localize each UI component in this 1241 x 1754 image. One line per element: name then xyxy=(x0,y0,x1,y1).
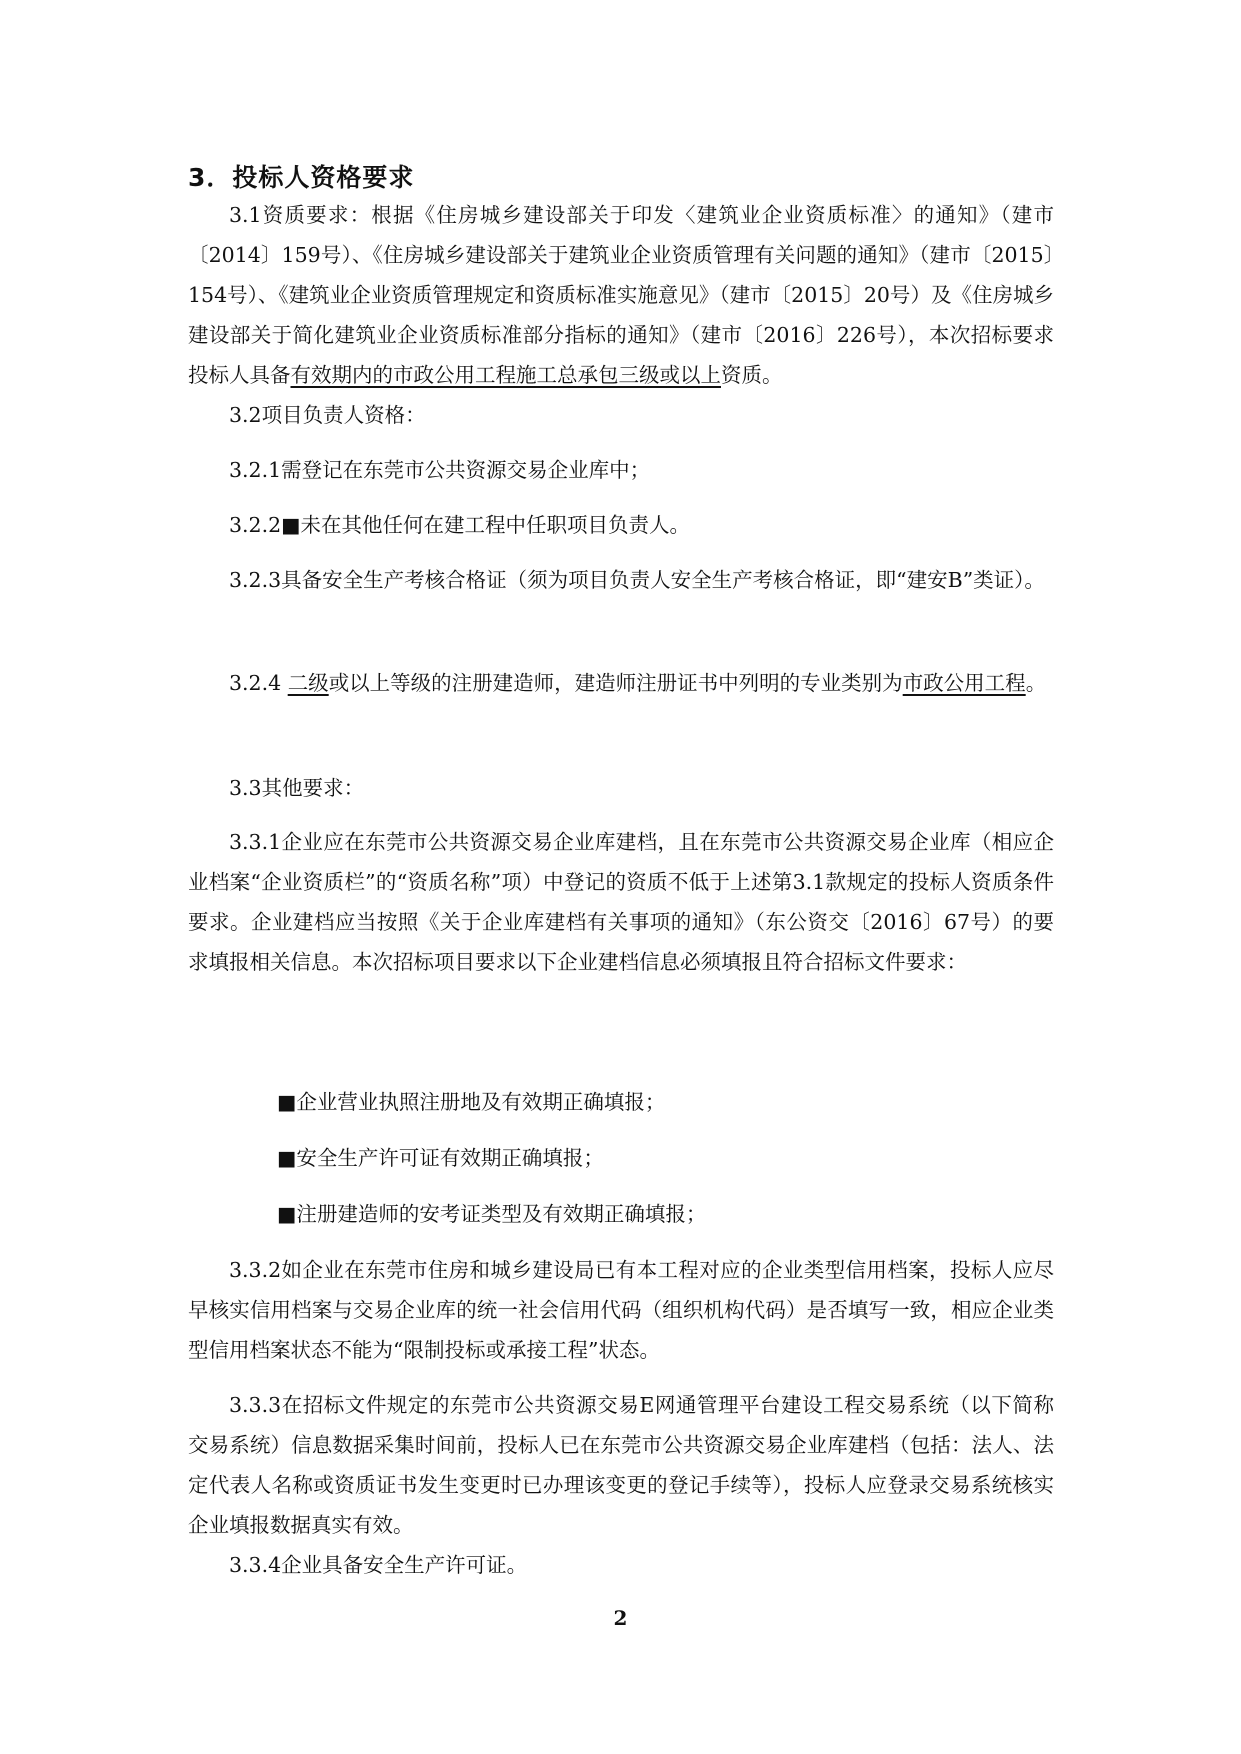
list-item: ■企业营业执照注册地及有效期正确填报； xyxy=(277,1090,666,1114)
paragraph-3-3-3: 3.3.3在招标文件规定的东莞市公共资源交易E网通管理平台建设工程交易系统（以下简称交易系统）信息数据采集时间前，投标人已在东莞市公共资源交易企业库建档（包括：法人、法定代表人名称或资质证书发生变更时已办理该变更的登记手续等），投标人应登录交易系统核实企业填报数据真实有效。 xyxy=(188,1393,1054,1537)
paragraph-3-3: 3.3其他要求： xyxy=(229,776,365,800)
paragraph-3-2-4-tail: 。 xyxy=(1025,671,1047,695)
paragraph-3-3-1: 3.3.1企业应在东莞市公共资源交易企业库建档，且在东莞市公共资源交易企业库（相应企业档案“企业资质栏”的“资质名称”项）中登记的资质不低于上述第3.1款规定的投标人资质条件要求。企业建档应当按照《关于企业库建档有关事项的通知》（东公资交〔2016〕67号）的要求填报相关信息。本次招标项目要求以下企业建档信息必须填报且符合招标文件要求： xyxy=(188,830,1054,974)
paragraph-3-2-4-lead: 3.2.4 xyxy=(229,671,288,695)
section-heading: 3．投标人资格要求 xyxy=(188,163,415,192)
paragraph-3-2-2: 3.2.2■未在其他任何在建工程中任职项目负责人。 xyxy=(229,513,691,537)
paragraph-3-2: 3.2项目负责人资格： xyxy=(229,403,426,427)
paragraph-3-2-4 xyxy=(188,663,1054,703)
paragraph-3-2-3: 3.2.3具备安全生产考核合格证（须为项目负责人安全生产考核合格证，即“建安B”类证）。 xyxy=(229,568,1045,592)
paragraph-3-1-text: 3.1资质要求：根据《住房城乡建设部关于印发〈建筑业企业资质标准〉的通知》（建市〔2014〕159号）、《住房城乡建设部关于建筑业企业资质管理有关问题的通知》（建市〔2015〕154号）、《建筑业企业资质管理规定和资质标准实施意见》（建市〔2015〕20号）及《住房城乡建设部关于简化建筑业企业资质标准部分指标的通知》（建市〔2016〕226号），本次招标要求投标人具备 xyxy=(188,203,1054,387)
list-item: ■安全生产许可证有效期正确填报； xyxy=(277,1146,604,1170)
list-item: ■注册建造师的安考证类型及有效期正确填报； xyxy=(277,1202,707,1226)
paragraph-3-2-1: 3.2.1需登记在东莞市公共资源交易企业库中； xyxy=(229,458,651,482)
qualification-requirement: 有效期内的市政公用工程施工总承包三级或以上 xyxy=(290,363,721,387)
grade-requirement: 二级 xyxy=(287,671,329,695)
page-number: 2 xyxy=(613,1606,628,1630)
paragraph-3-2-4-text: 或以上等级的注册建造师，建造师注册证书中列明的专业类别为 xyxy=(328,671,903,695)
paragraph-3-1-tail: 资质。 xyxy=(721,363,783,387)
paragraph-3-1 xyxy=(188,195,1054,395)
specialty-requirement: 市政公用工程 xyxy=(902,671,1026,695)
paragraph-3-3-2: 3.3.2如企业在东莞市住房和城乡建设局已有本工程对应的企业类型信用档案，投标人应尽早核实信用档案与交易企业库的统一社会信用代码（组织机构代码）是否填写一致，相应企业类型信用档案状态不能为“限制投标或承接工程”状态。 xyxy=(188,1258,1054,1362)
paragraph-3-3-4: 3.3.4企业具备安全生产许可证。 xyxy=(229,1553,528,1577)
